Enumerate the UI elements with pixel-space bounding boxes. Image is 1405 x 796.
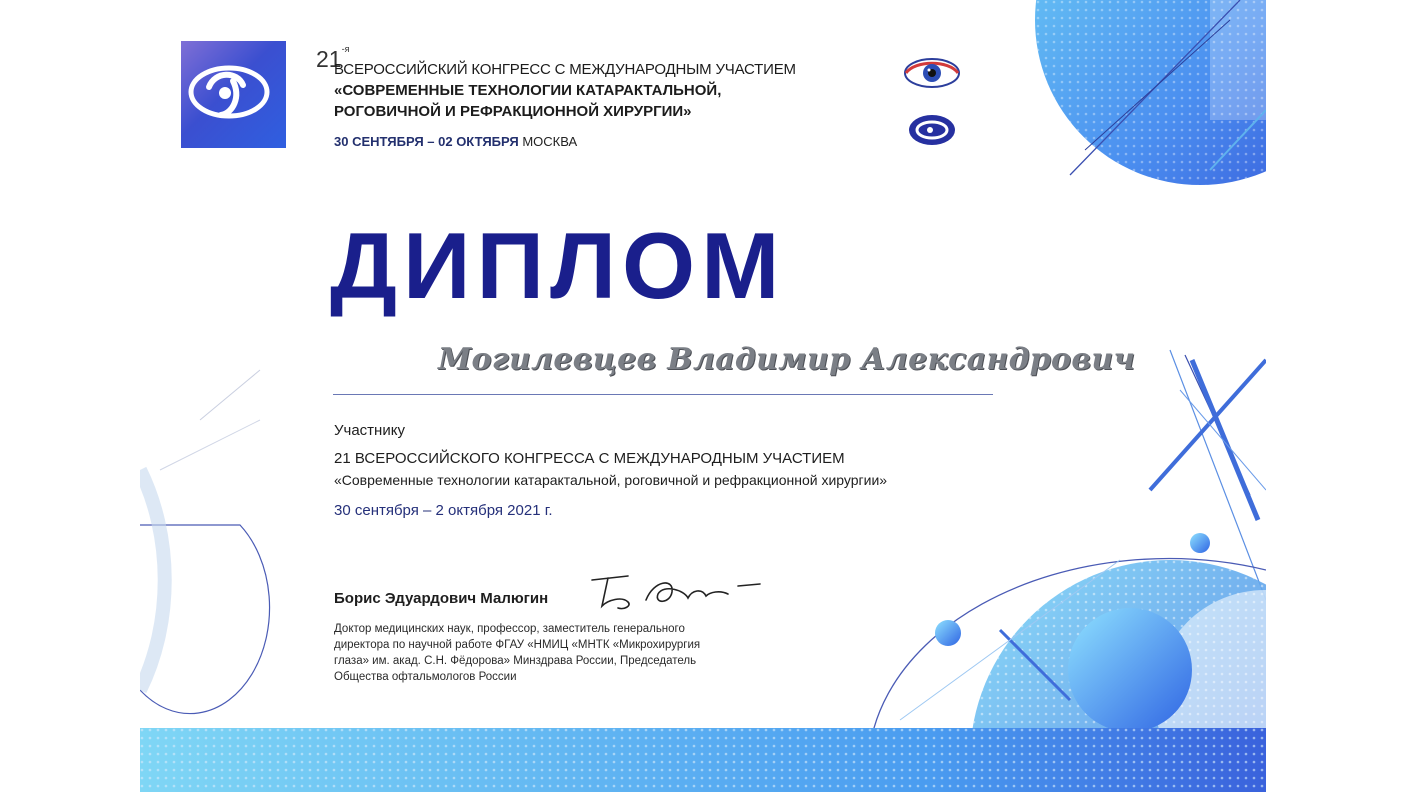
signer-desc-line: директора по научной работе ФГАУ «НМИЦ «МНТК «Микрохирургия	[334, 639, 701, 651]
signer-desc-line: Доктор медицинских наук, профессор, заместитель генерального	[334, 623, 685, 635]
header-line-3: РОГОВИЧНОЙ И РЕФРАКЦИОННОЙ ХИРУРГИИ»	[334, 103, 692, 120]
award-topic: «Современные технологии катарактальной, роговичной и рефракционной хирургии»	[334, 472, 888, 488]
eye-logo-icon	[181, 41, 286, 148]
small-ball	[1190, 533, 1210, 553]
name-underline	[333, 394, 993, 395]
medium-ball	[935, 620, 961, 646]
congress-logo	[181, 41, 286, 148]
large-ball	[1068, 608, 1192, 732]
diploma-sheet	[140, 0, 1266, 792]
award-event: 21 ВСЕРОССИЙСКОГО КОНГРЕССА С МЕЖДУНАРОДНЫМ УЧАСТИЕМ	[334, 450, 845, 467]
header-dates: 30 СЕНТЯБРЯ – 02 ОКТЯБРЯ МОСКВА	[334, 134, 578, 149]
society-emblem-icon	[908, 113, 956, 147]
congress-ordinal: $21^{-я}$	[316, 44, 350, 72]
header-line-2: «СОВРЕМЕННЫЕ ТЕХНОЛОГИИ КАТАРАКТАЛЬНОЙ,	[334, 82, 722, 99]
diploma-title: ДИПЛОМ	[330, 213, 786, 318]
recipient-name: Могилевцев Владимир Александрович	[438, 342, 1136, 377]
signer-name: Борис Эдуардович Малюгин	[334, 590, 549, 607]
award-period: 30 сентября – 2 октября 2021 г.	[334, 502, 553, 519]
header-line-1: ВСЕРОССИЙСКИЙ КОНГРЕСС С МЕЖДУНАРОДНЫМ УЧАСТИЕМ	[334, 61, 796, 78]
signer-desc-line: Общества офтальмологов России	[334, 671, 517, 683]
signer-desc-line: глаза» им. акад. С.Н. Фёдорова» Минздрава России, Председатель	[334, 655, 697, 667]
award-role: Участнику	[334, 422, 405, 439]
eye-emblem-icon	[903, 56, 961, 90]
signature-icon	[588, 570, 768, 614]
signer-description	[334, 621, 774, 685]
